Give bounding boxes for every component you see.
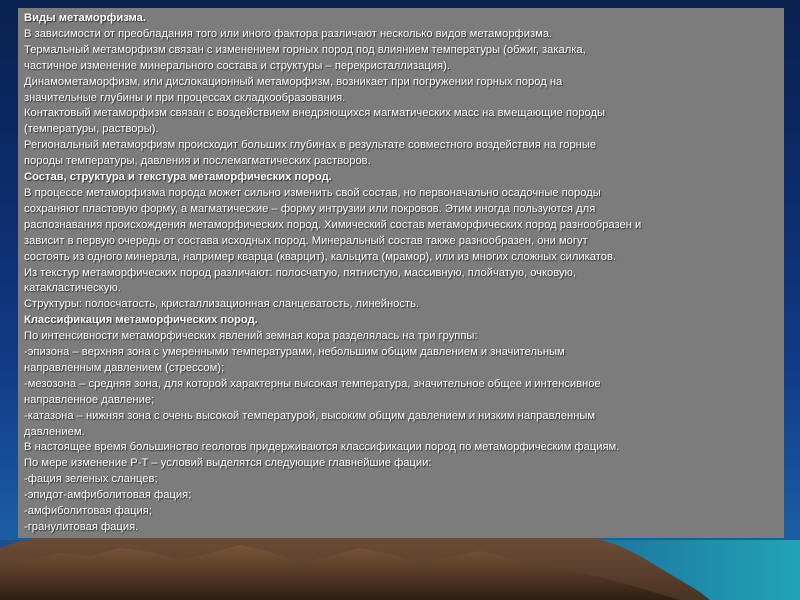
text-line: -катазона – нижняя зона с очень высокой температурой, высоким общим давлением и низким направленным [24,409,596,422]
text-line: катакластическую. [24,282,121,295]
text-line: В настоящее время большинство геологов придерживаются классификации пород по метаморфическим фациям. [24,441,620,454]
text-line: (температуры, растворы). [24,123,159,136]
text-line: Термальный метаморфизм связан с изменением горных пород под влиянием температуры (обжиг, закалка, [24,43,586,56]
text-line: состоять из одного минерала, например кварца (кварцит), кальцита (мрамор), или из многих сложных силикатов. [24,250,616,263]
text-line: давлением. [24,425,85,438]
text-line: направленное давление; [24,393,155,406]
text-line: По мере изменение Р-Т – условий выделятся следующие главнейшие фации: [24,457,432,470]
slide-text [24,11,784,536]
section-heading: Классификация метаморфических пород. [24,314,258,327]
text-line: Структуры: полосчатость, кристаллизационная сланцеватость, линейность. [24,298,420,311]
text-line: -мезозона – средняя зона, для которой характерны высокая температура, значительное общее и интенсивное [24,377,601,390]
text-line: -амфиболитовая фация; [24,505,152,518]
text-line: В процессе метаморфизма порода может сильно изменить свой состав, но первоначально осадочные породы [24,186,601,199]
text-line: Динамометаморфизм, или дислокационный метаморфизм, возникает при погружении горных пород на [24,75,563,88]
text-line: По интенсивности метаморфических явлений земная кора разделялась на три группы: [24,330,478,343]
text-line: -эпизона – верхняя зона с умеренными температурами, небольшим общим давлением и значительным [24,346,565,359]
text-line: значительные глубины и при процессах складкообразования. [24,91,346,104]
text-line: Региональный метаморфизм происходит больших глубинах в результате совместного воздействия на горные [24,139,597,152]
text-line: направленным давлением (стрессом); [24,361,225,374]
section-heading: Виды метаморфизма. [24,12,146,24]
text-line: частичное изменение минерального состава и структуры – перекристаллизация). [24,59,450,72]
text-line: В зависимости от преобладания того или иного фактора различают несколько видов метаморфизма. [24,27,553,40]
text-line: сохраняют пластовую форму, а магматические – форму интрузии или покровов. Этим иногда пользуются для [24,202,596,215]
text-line: -гранулитовая фация. [24,521,139,533]
section-heading: Состав, структура и текстура метаморфических пород. [24,171,332,184]
text-line: Контактовый метаморфизм связан с воздействием внедряющихся магматических масс на вмещающие породы [24,107,606,120]
text-line: Из текстур метаморфических пород различают: полосчатую, пятнистую, массивную, плойчатую, очковую, [24,266,577,279]
text-line: породы температуры, давления и послемагматических растворов. [24,155,371,168]
text-line: распознавания происхождения метаморфических пород. Химический состав метаморфических пород разнообразен и [24,218,642,231]
text-line: -фация зеленых сланцев; [24,473,158,486]
text-line: зависит в первую очередь от состава исходных пород. Минеральный состав также разнообразен, они могут [24,234,588,247]
text-line: -эпидот-амфиболитовая фация; [24,489,192,502]
